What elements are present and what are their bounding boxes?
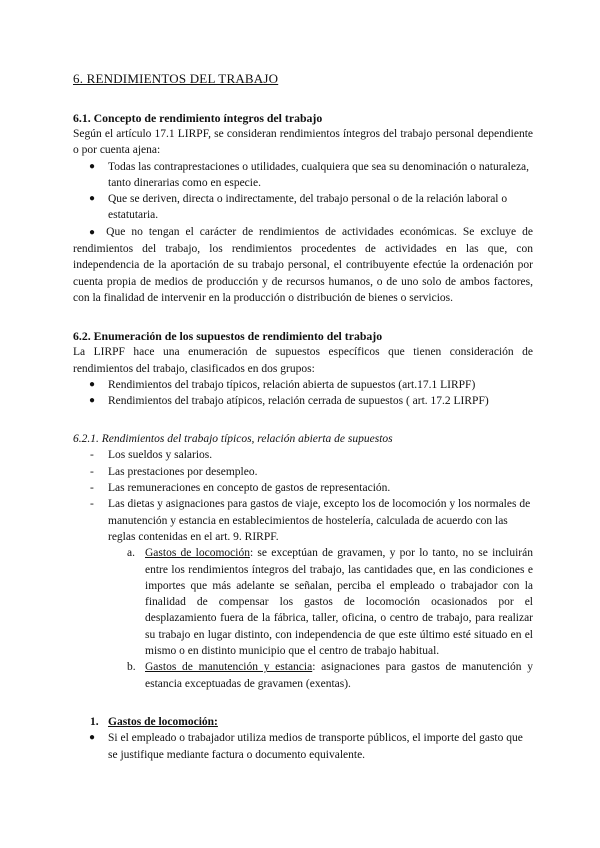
list-item: [73, 377, 533, 393]
section-6-2-1-heading: 6.2.1. Rendimientos del trabajo típicos, relación abierta de supuestos: [73, 433, 393, 446]
list-marker: b.: [127, 661, 136, 674]
section-6-1-intro: Según el artículo 17.1 LIRPF, se consideran rendimientos íntegros del trabajo personal dependiente o por cuenta ajena:: [73, 128, 533, 157]
section-3-bullets: [73, 730, 533, 763]
list-item: [73, 159, 533, 192]
section-6-2-heading: 6.2. Enumeración de los supuestos de rendimiento del trabajo: [73, 329, 383, 344]
list-item-text: Las dietas y asignaciones para gastos de viaje, excepto los de locomoción y los normales de manutención y estancia en establecimientos de hostelería, calculada de acuerdo con las reglas contenidas en el art. 9. RIRPF.: [108, 498, 531, 543]
list-item-text: Los sueldos y salarios.: [108, 449, 213, 462]
list-marker: 1.: [90, 715, 99, 728]
bullet-icon: ●: [89, 193, 96, 205]
subitem-title: Gastos de locomoción: [145, 547, 250, 560]
list-item: [73, 730, 533, 763]
numbered-heading-text: Gastos de locomoción:: [108, 715, 218, 728]
document-page: [73, 70, 533, 763]
list-item-text: Rendimientos del trabajo típicos, relación abierta de supuestos (art.17.1 LIRPF): [108, 378, 476, 391]
list-item-text: Rendimientos del trabajo atípicos, relación cerrada de supuestos ( art. 17.2 LIRPF): [108, 395, 489, 408]
dash-icon: -: [90, 482, 94, 495]
list-item: [73, 496, 533, 545]
section-6-1-heading: 6.1. Concepto de rendimiento íntegros del trabajo: [73, 111, 323, 125]
list-item-text: Que se deriven, directa o indirectamente, del trabajo personal o de la relación laboral o estatutaria.: [108, 193, 508, 222]
subitem-title: Gastos de manutención y estancia: [145, 661, 313, 674]
subitem-text: : asignaciones para gastos de manutención y estancia exceptuadas de gravamen (exentas).: [145, 661, 533, 690]
list-item: [73, 480, 533, 496]
section-6-1-bullets: [73, 159, 533, 224]
list-marker: a.: [127, 547, 135, 560]
list-item-text: Todas las contraprestaciones o utilidades, cualquiera que sea su denominación o naturaleza, tanto dinerarias como en especie.: [108, 160, 530, 189]
section-6-2-1-subitems: [73, 545, 533, 692]
numbered-heading-list: [73, 714, 533, 730]
bullet-icon: ●: [89, 160, 96, 172]
numbered-heading: [73, 714, 533, 730]
bullet-icon: ●: [89, 226, 99, 238]
paragraph-text: Que no tengan el carácter de rendimientos de actividades económicas. Se excluye de rendimientos del trabajo, los rendimientos procedentes de actividades en las que, con independencia de la aportación de su trabajo personal, el contribuyente efectúe la ordenación por cuenta propia de medios de producción y de recursos humanos, o de uno solo de ambos factores, con la finalidad de intervenir en la producción o distribución de bienes o servicios.: [73, 225, 533, 304]
section-6-1-bullet3: [73, 224, 533, 306]
list-item-text: Las prestaciones por desempleo.: [108, 465, 258, 478]
dash-icon: -: [90, 465, 94, 478]
list-item-text: Las remuneraciones en concepto de gastos de representación.: [108, 482, 391, 495]
bullet-icon: ●: [89, 378, 96, 390]
dash-icon: -: [90, 498, 94, 511]
dash-icon: -: [90, 449, 94, 462]
section-6-2-1-dashes: [73, 447, 533, 545]
list-item: [73, 191, 533, 224]
list-item: [73, 464, 533, 480]
list-item-b: [73, 659, 533, 692]
section-6-2-intro: La LIRPF hace una enumeración de supuestos específicos que tienen consideración de rendimientos del trabajo, clasificados en dos grupos:: [73, 346, 533, 375]
subitem-text: : se exceptúan de gravamen, y por lo tanto, no se incluirán entre los rendimientos íntegros del trabajo, las cantidades que, en las condiciones e importes que más adelante se señalan, perciba el empleado o trabajador con la finalidad de compensar los gastos de locomoción ocasionados por el desplazamiento fuera de la fábrica, taller, oficina, o centro de trabajo, para realizar su trabajo en lugar distinto, con independencia de que este último esté situado en el mismo o en distinto municipio que el centro de trabajo habitual.: [145, 547, 533, 658]
list-item-a: [73, 545, 533, 659]
bullet-icon: ●: [89, 732, 96, 744]
bullet-icon: ●: [89, 395, 96, 407]
section-6-2-bullets: [73, 377, 533, 410]
list-item: [73, 393, 533, 409]
list-item: [73, 447, 533, 463]
page-title: 6. RENDIMIENTOS DEL TRABAJO: [73, 71, 279, 86]
list-item-text: Si el empleado o trabajador utiliza medios de transporte públicos, el importe del gasto que se justifique mediante factura o documento equivalente.: [108, 732, 523, 761]
